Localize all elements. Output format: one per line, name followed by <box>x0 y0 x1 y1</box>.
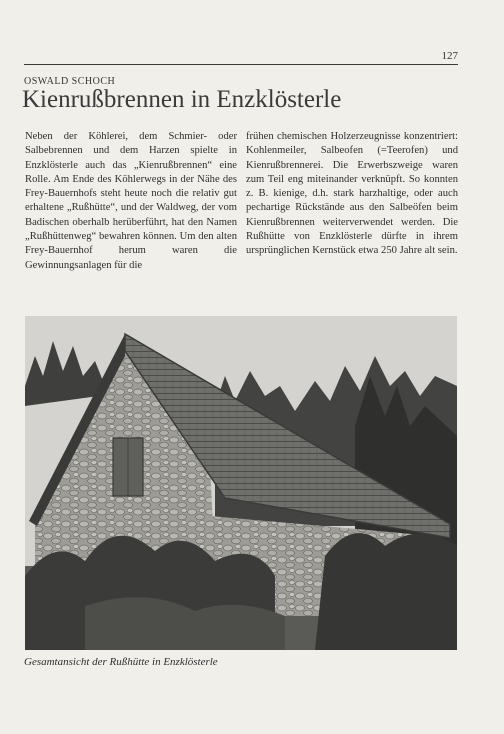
bushes-right <box>315 533 457 650</box>
text-column-right: frühen chemischen Holzerzeugnisse konzentriert: Kohlenmeiler, Salbeofen (=Teerofen) und Kienrußbrennerei. Die Erwerbszweige waren zum Teil eng miteinander verknüpft. So konnten z. B. kienige, d.h. stark harzhaltige, oder auch pechartige Rückstände aus den Salbeöfen beim Kienrußbrennen weiterverwendet werden. Die Rußhütte von Enzklösterle dürfte in ihrem ursprünglichen Kernstück etwa 250 Jahre alt sein. <box>246 131 458 257</box>
photo-caption: Gesamtansicht der Rußhütte in Enzklösterle <box>24 656 218 668</box>
page-number: 127 <box>441 50 458 62</box>
article-title: Kienrußbrennen in Enzklösterle <box>22 86 342 113</box>
text-column-left: Neben der Köhlerei, dem Schmier- oder Salbebrennen und dem Harzen spielte in Enzklösterle auch das „Kienrußbrennen“ eine Rolle. Am Ende des Köhlerwegs in der Nähe des Frey-Bauernhofs steht heute noch die relativ gut erhaltene „Rußhütte“, und der Waldweg, der vom Badischen oberhalb herüberführt, hat den Namen „Rußhüttenweg“ bewahren können. Um den alten Frey-Bauernhof herum waren die Gewinnungsanlagen für die <box>25 131 237 271</box>
header-rule <box>24 64 458 65</box>
author-name: OSWALD SCHOCH <box>24 76 116 87</box>
hut-photo-drawing <box>25 316 457 650</box>
hut-photograph <box>25 316 457 650</box>
